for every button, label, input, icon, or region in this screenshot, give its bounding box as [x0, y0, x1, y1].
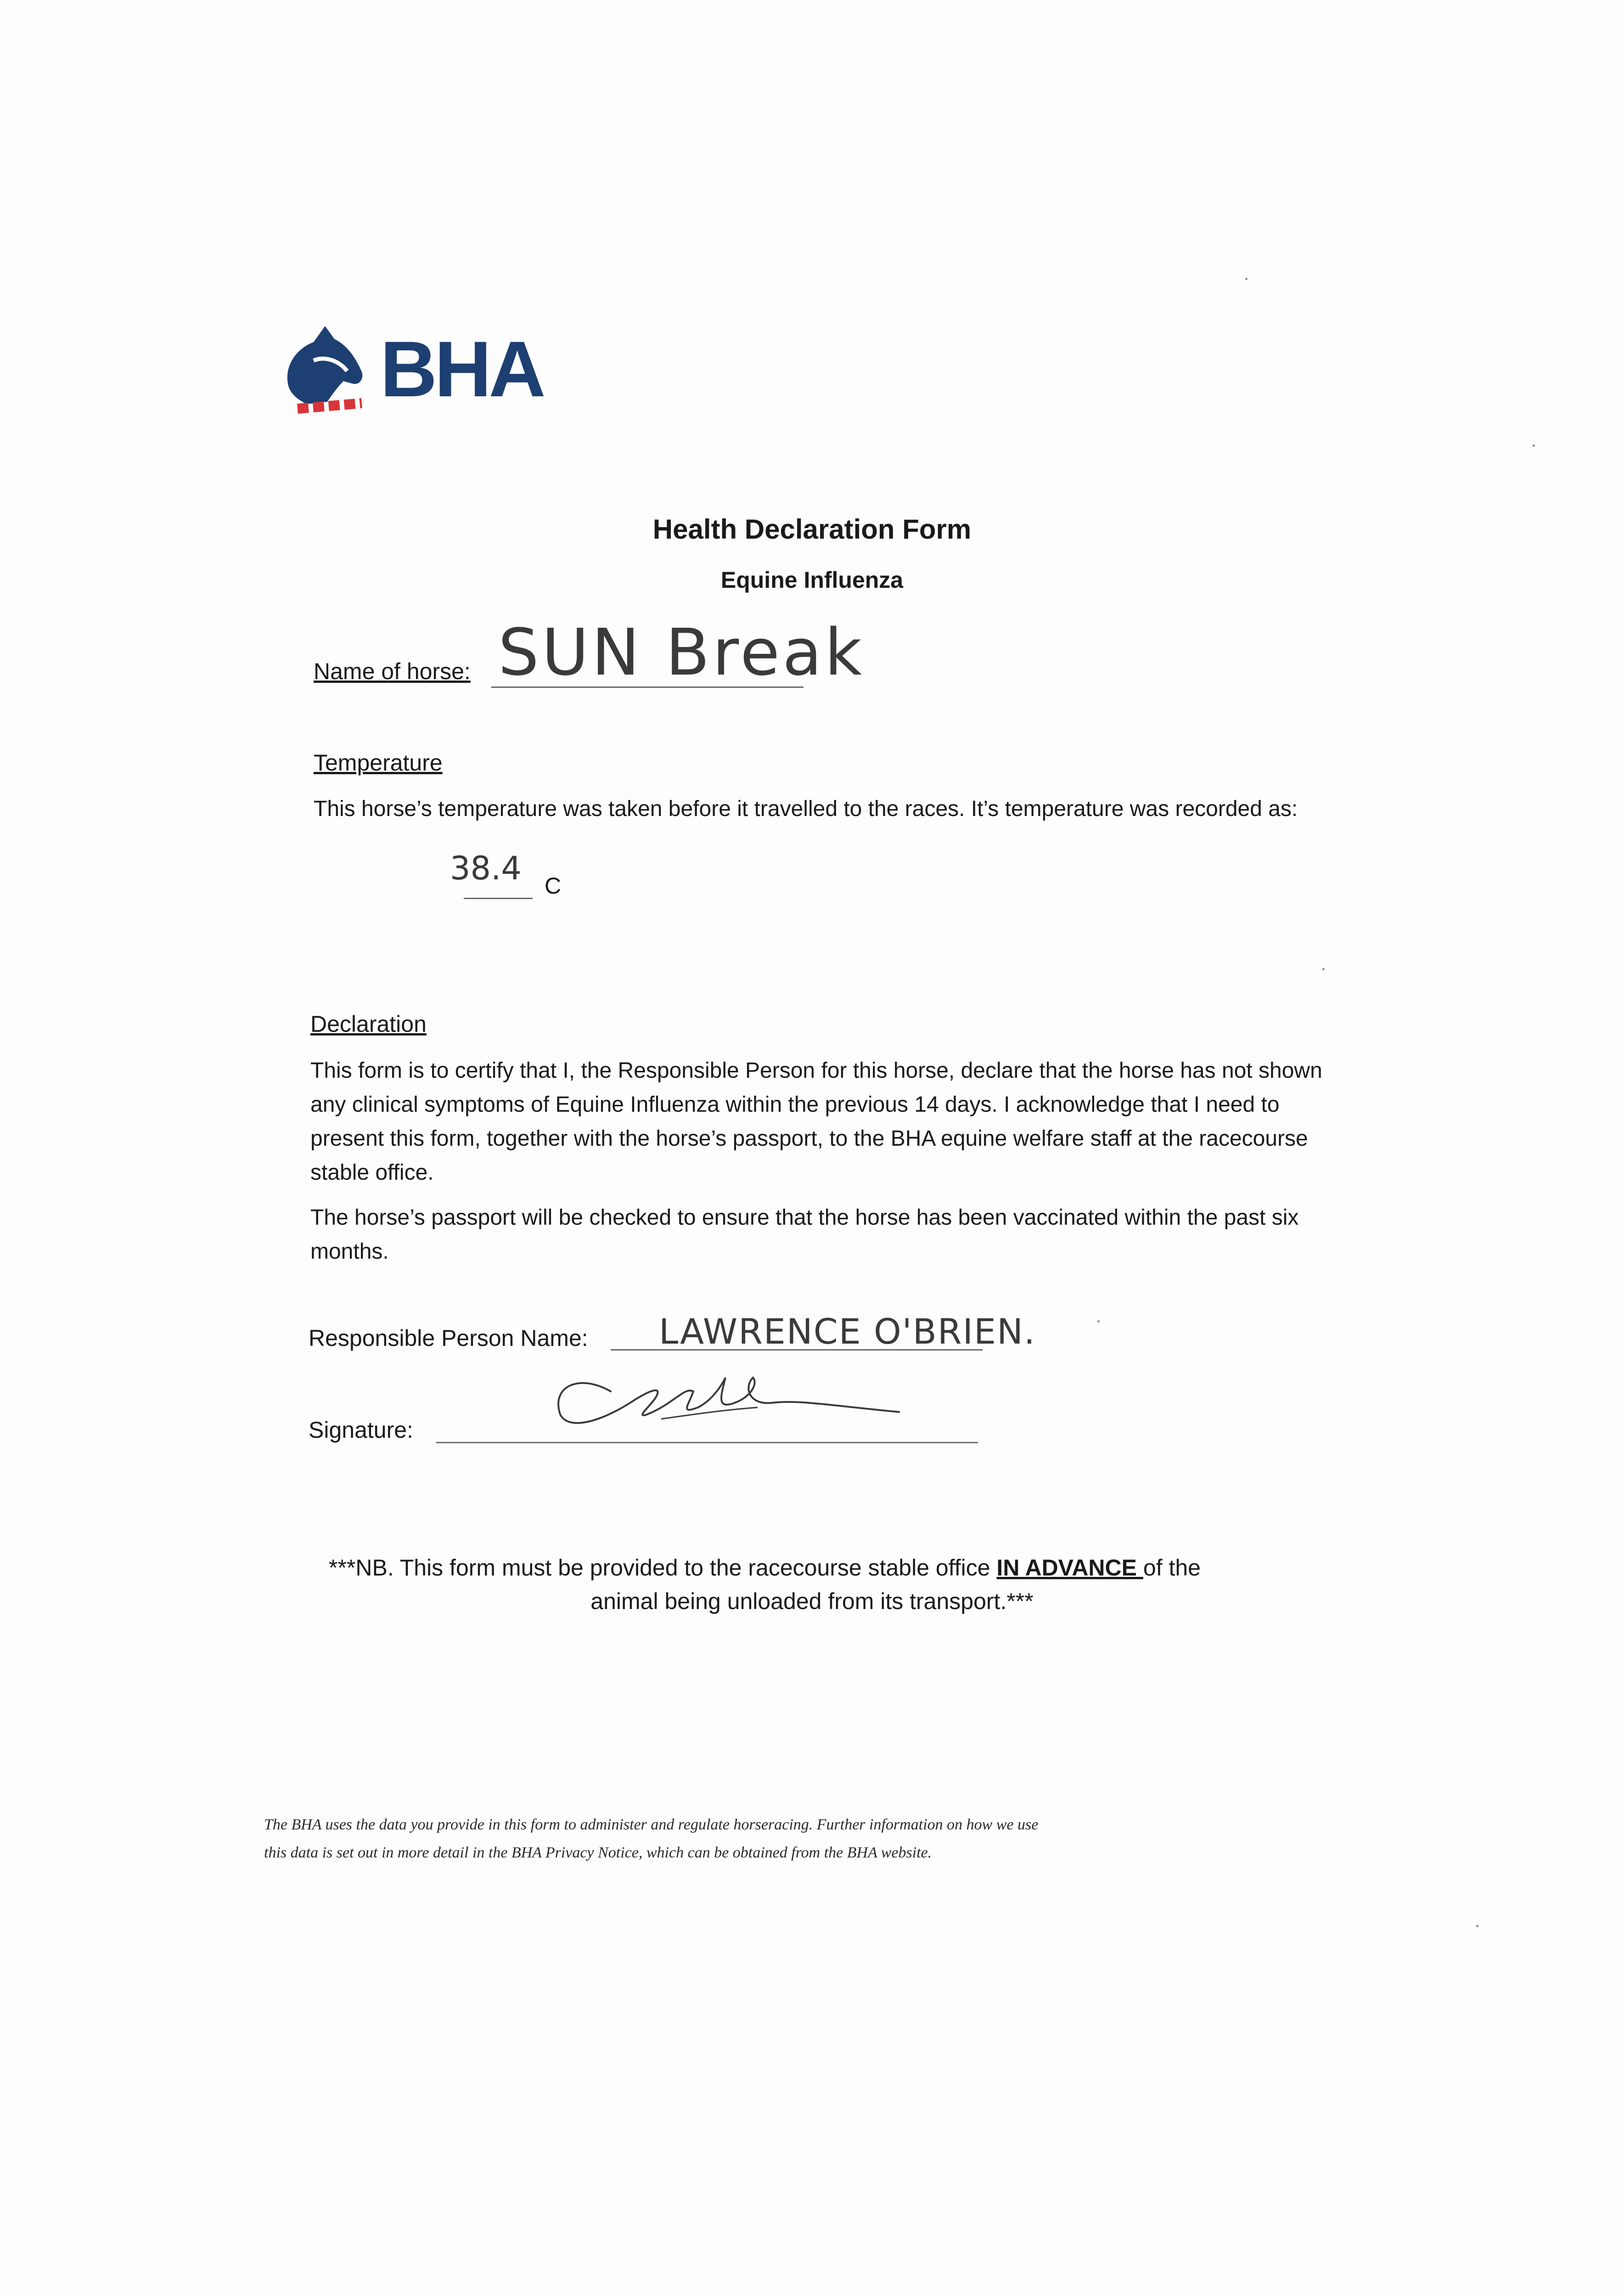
scan-speck	[1097, 1320, 1100, 1322]
form-subtitle: Equine Influenza	[720, 567, 904, 593]
notice-emphasis: IN ADVANCE	[996, 1555, 1143, 1581]
temperature-value[interactable]: 38.4	[450, 850, 522, 887]
horse-name-value[interactable]: SUN Break	[498, 615, 865, 690]
privacy-footer-line-1: The BHA uses the data you provide in this form to administer and regulate horseracing. Further information on how we use	[264, 1816, 1039, 1833]
declaration-paragraph-2: The horse’s passport will be checked to ensure that the horse has been vaccinated within the past six months.	[310, 1205, 1299, 1264]
bha-logo	[270, 317, 555, 422]
declaration-heading: Declaration	[310, 1011, 427, 1037]
declaration-paragraph-1: This form is to certify that I, the Responsible Person for this horse, declare that the horse has not shown any clinical symptoms of Equine Influenza within the previous 14 days. I acknowledge that I need to present this form, together with the horse’s passport, to the BHA equine welfare staff at the racecourse stable office.	[310, 1058, 1322, 1185]
temperature-unit: C	[545, 873, 562, 899]
horse-name-underline	[491, 687, 804, 688]
notice-text-before: ***NB. This form must be provided to the racecourse stable office	[329, 1555, 997, 1581]
form-title: Health Declaration Form	[652, 514, 972, 545]
temperature-text: This horse’s temperature was taken before it travelled to the races. It’s temperature was recorded as:	[314, 797, 1298, 821]
scan-speck	[1322, 968, 1325, 970]
notice-line-2: animal being unloaded from its transport.***	[590, 1588, 1034, 1614]
signature-label: Signature:	[309, 1417, 413, 1443]
scan-speck	[1245, 278, 1248, 280]
signature-scribble[interactable]	[542, 1359, 900, 1437]
temperature-heading: Temperature	[314, 750, 443, 776]
notice-text-after: of the	[1143, 1555, 1201, 1581]
horse-head-icon	[270, 317, 376, 422]
scan-speck	[1533, 445, 1535, 447]
responsible-person-value[interactable]: LAWRENCE O'BRIEN.	[659, 1311, 1036, 1352]
signature-underline	[436, 1442, 978, 1443]
privacy-footer-line-2: this data is set out in more detail in the BHA Privacy Notice, which can be obtained from the BHA website.	[264, 1844, 932, 1861]
responsible-person-underline	[611, 1349, 983, 1351]
scan-speck	[1476, 1925, 1478, 1927]
notice-line-1	[329, 1554, 1201, 1581]
brand-text: BHA	[380, 325, 543, 413]
temperature-underline	[464, 898, 533, 899]
responsible-person-label: Responsible Person Name:	[309, 1325, 588, 1351]
horse-name-label: Name of horse:	[314, 658, 471, 684]
